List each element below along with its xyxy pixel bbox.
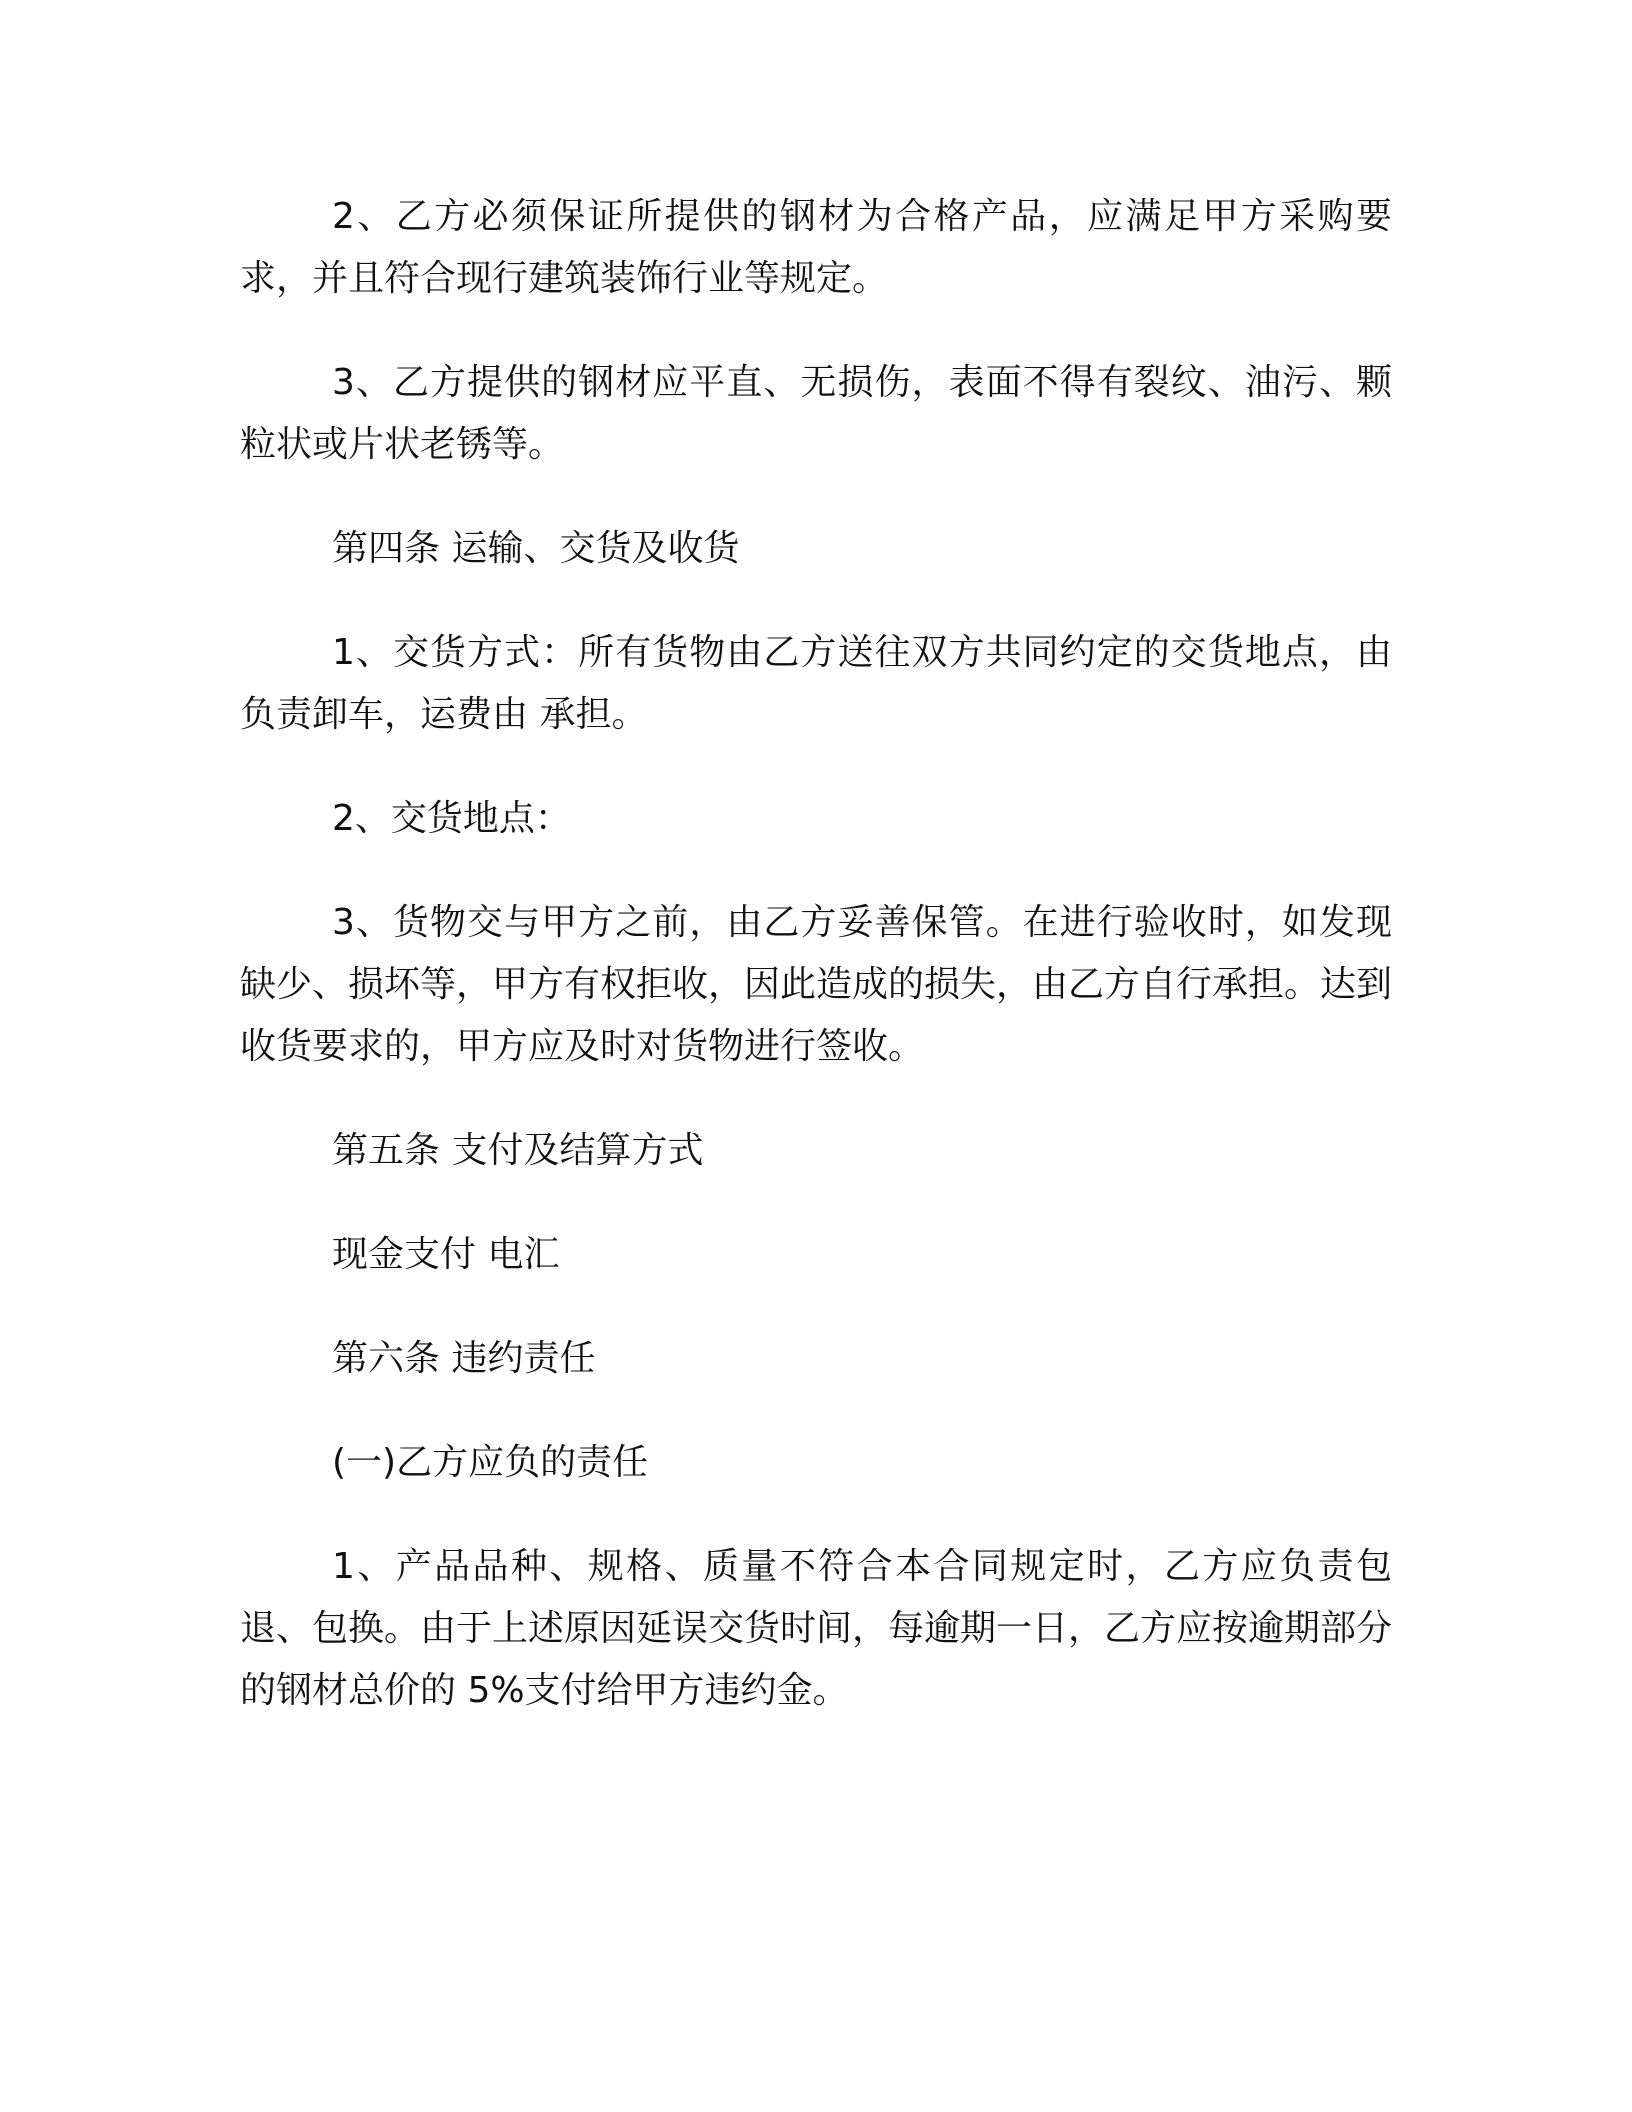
- paragraph-product-nonconformity: 1、产品品种、规格、质量不符合本合同规定时，乙方应负责包退、包换。由于上述原因延误交货时间，每逾期一日，乙方应按逾期部分的钢材总价的 5%支付给甲方违约金。: [240, 1546, 1393, 1711]
- paragraph-custody-inspection: 3、货物交与甲方之前，由乙方妥善保管。在进行验收时，如发现缺少、损坏等，甲方有权拒收，因此造成的损失，由乙方自行承担。达到收货要求的，甲方应及时对货物进行签收。: [240, 902, 1393, 1067]
- paragraph-clause-2-quality: 2、乙方必须保证所提供的钢材为合格产品，应满足甲方采购要求，并且符合现行建筑装饰行业等规定。: [240, 196, 1392, 299]
- paragraph-delivery-method: 1、交货方式：所有货物由乙方送往双方共同约定的交货地点，由负责卸车，运费由 承担。: [240, 632, 1392, 735]
- section-heading-article-4: 第四条 运输、交货及收货: [332, 528, 740, 569]
- section-heading-article-6: 第六条 违约责任: [332, 1338, 596, 1379]
- document-body: [240, 186, 1392, 1722]
- section-heading-article-5: 第五条 支付及结算方式: [332, 1130, 704, 1171]
- subheading-party-b-liability: (一)乙方应负的责任: [332, 1442, 649, 1483]
- paragraph-delivery-location: 2、交货地点：: [332, 798, 571, 839]
- paragraph-payment-methods: 现金支付 电汇: [332, 1234, 560, 1275]
- paragraph-clause-3-surface: 3、乙方提供的钢材应平直、无损伤，表面不得有裂纹、油污、颗粒状或片状老锈等。: [240, 362, 1392, 465]
